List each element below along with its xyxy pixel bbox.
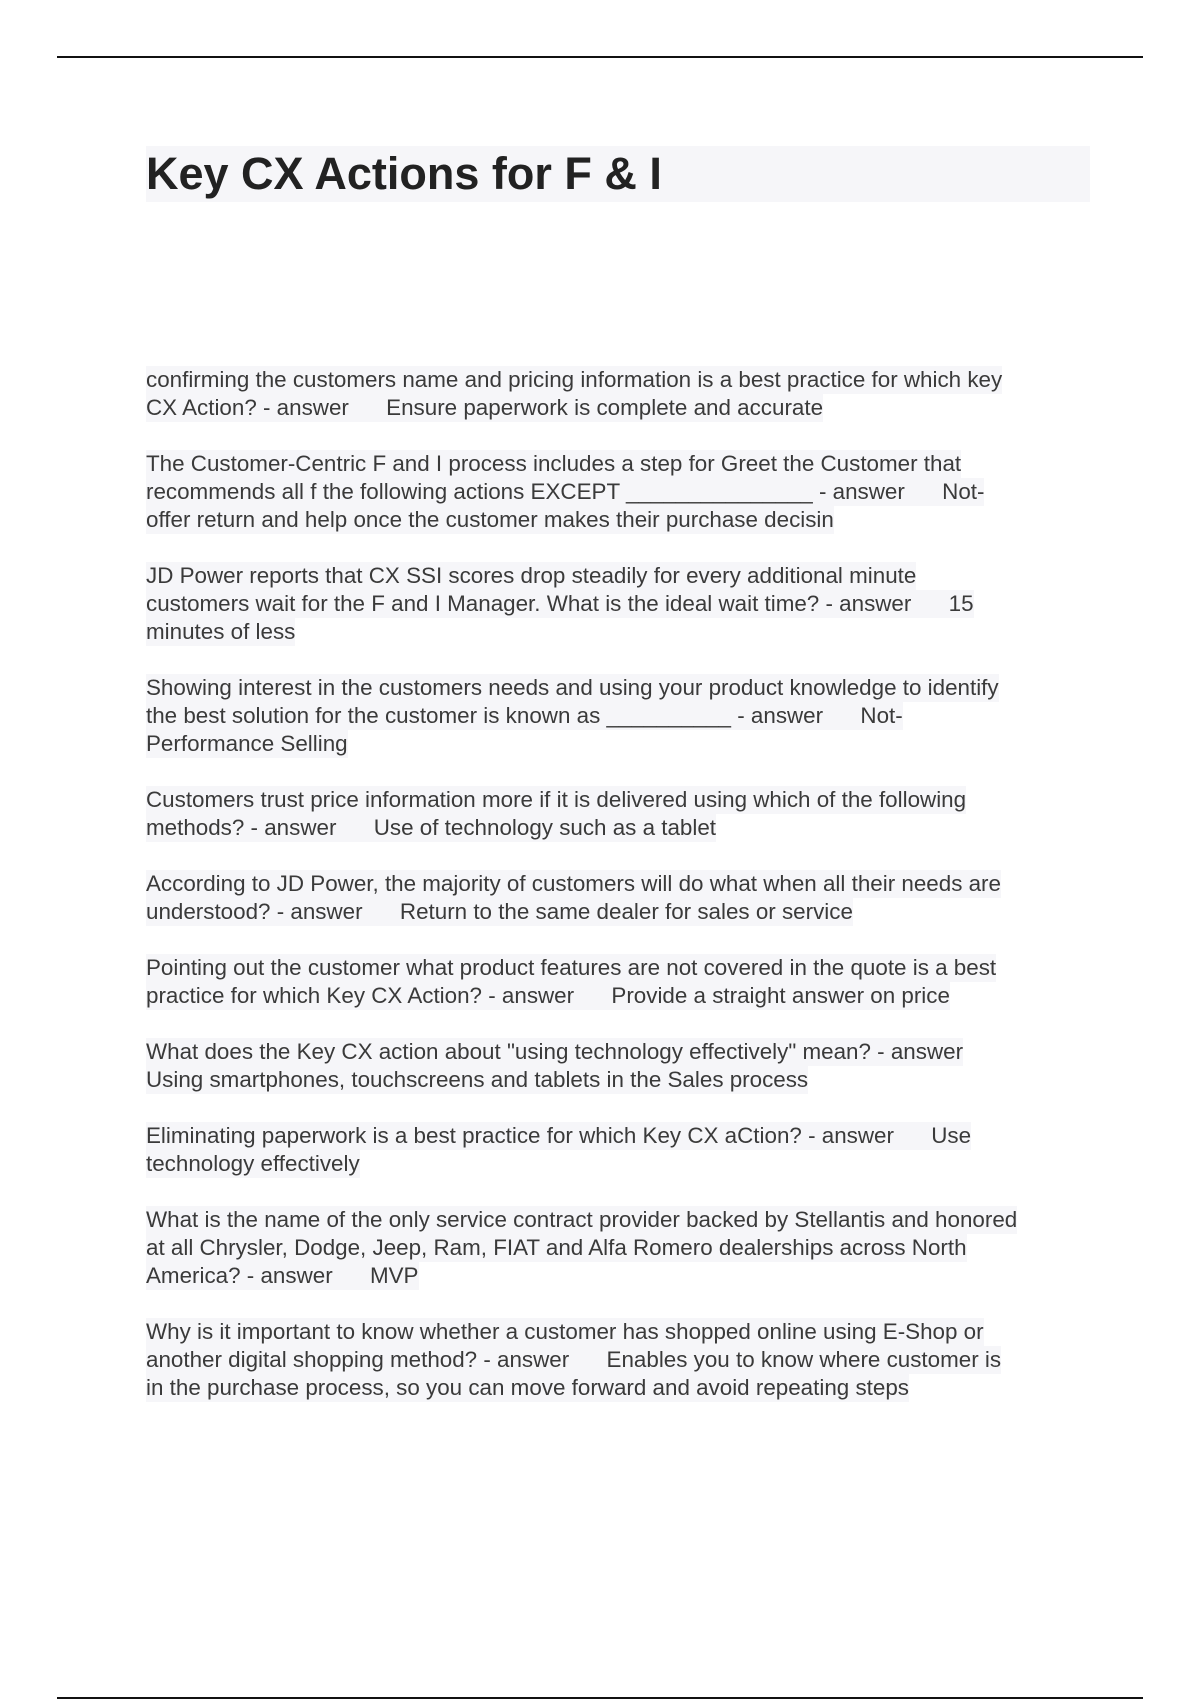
qa-line: America? - answer MVP [146,1263,419,1288]
qa-line: at all Chrysler, Dodge, Jeep, Ram, FIAT and Alfa Romero dealerships across North [146,1235,967,1260]
qa-line: CX Action? - answer Ensure paperwork is complete and accurate [146,395,824,420]
qa-line: customers wait for the F and I Manager. What is the ideal wait time? - answer 15 [146,591,974,616]
page-title: Key CX Actions for F & I [146,148,662,199]
qa-line: According to JD Power, the majority of customers will do what when all their needs are [146,871,1001,896]
qa-line: Why is it important to know whether a customer has shopped online using E-Shop or [146,1319,984,1344]
qa-line: methods? - answer Use of technology such as a tablet [146,815,717,840]
qa-item [146,674,1094,758]
qa-item [146,1318,1094,1402]
qa-item [146,1038,1094,1094]
qa-line: minutes of less [146,619,296,644]
bottom-rule [57,1697,1143,1699]
qa-item [146,450,1094,534]
qa-item [146,366,1094,422]
qa-line: the best solution for the customer is known as __________ - answer Not- [146,703,903,728]
qa-line: offer return and help once the customer makes their purchase decisin [146,507,834,532]
qa-line: technology effectively [146,1151,360,1176]
qa-line: The Customer-Centric F and I process includes a step for Greet the Customer that [146,451,962,476]
qa-line: Using smartphones, touchscreens and tablets in the Sales process [146,1067,809,1092]
qa-line: What does the Key CX action about "using technology effectively" mean? - answer [146,1039,964,1064]
qa-item [146,1206,1094,1290]
qa-item [146,786,1094,842]
qa-line: recommends all f the following actions EXCEPT _______________ - answer Not- [146,479,985,504]
qa-item [146,954,1094,1010]
title-block [146,146,1090,202]
qa-item [146,562,1094,646]
qa-line: Pointing out the customer what product features are not covered in the quote is a best [146,955,997,980]
qa-line: understood? - answer Return to the same dealer for sales or service [146,899,853,924]
qa-line: another digital shopping method? - answer Enables you to know where customer is [146,1347,1002,1372]
qa-line: Customers trust price information more if it is delivered using which of the following [146,787,967,812]
qa-line: confirming the customers name and pricing information is a best practice for which key [146,367,1003,392]
qa-line: Eliminating paperwork is a best practice for which Key CX aCtion? - answer Use [146,1123,972,1148]
qa-line: JD Power reports that CX SSI scores drop steadily for every additional minute [146,563,917,588]
qa-item [146,1122,1094,1178]
top-rule [57,56,1143,58]
qa-line: in the purchase process, so you can move forward and avoid repeating steps [146,1375,909,1400]
qa-line: practice for which Key CX Action? - answer Provide a straight answer on price [146,983,950,1008]
qa-line: Showing interest in the customers needs and using your product knowledge to identify [146,675,999,700]
qa-item [146,870,1094,926]
qa-line: Performance Selling [146,731,348,756]
qa-line: What is the name of the only service contract provider backed by Stellantis and honored [146,1207,1018,1232]
qa-list [146,366,1094,1430]
